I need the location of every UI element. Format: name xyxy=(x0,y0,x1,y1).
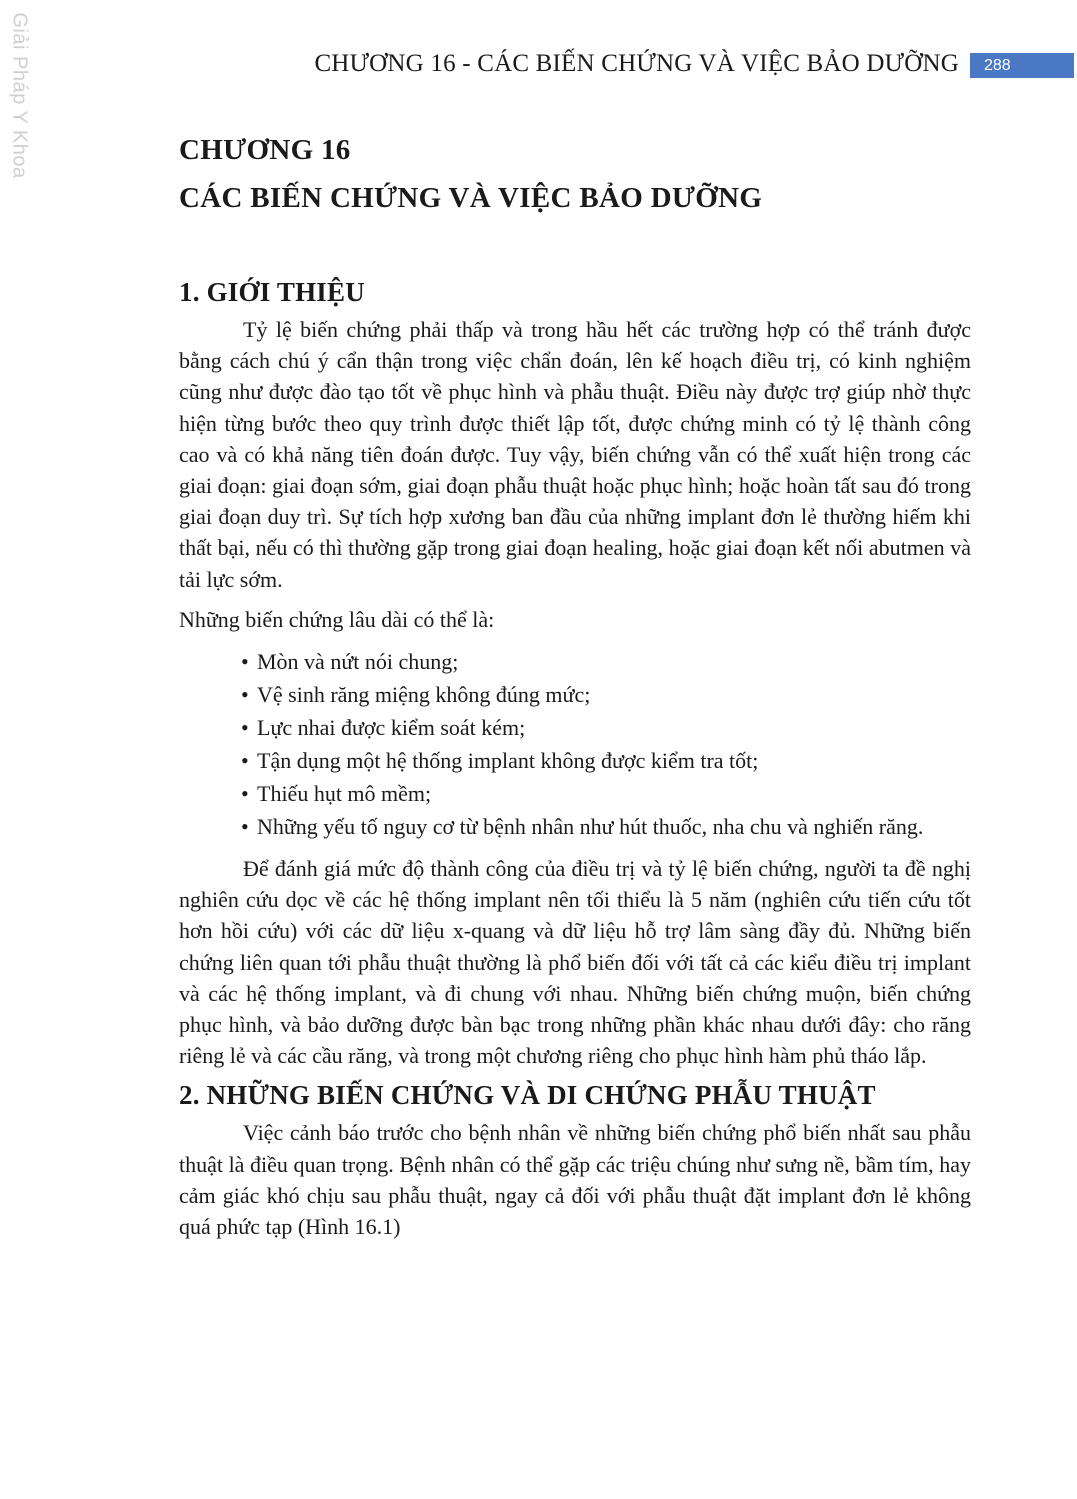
intro-paragraph: Tỷ lệ biến chứng phải thấp và trong hầu hết các trường hợp có thể tránh được bằng cách chú ý cẩn thận trong việc chẩn đoán, lên kế hoạch điều trị, có kinh nghiệm cũng như được đào tạo tốt về phục hình và phẫu thuật. Điều này được trợ giúp nhờ thực hiện từng bước theo quy trình được thiết lập tốt, được chứng minh có tỷ lệ thành công cao và có khả năng tiên đoán được. Tuy vậy, biến chứng vẫn có thể xuất hiện trong các giai đoạn: giai đoạn sớm, giai đoạn phẫu thuật hoặc phục hình; hoặc hoàn tất sau đó trong giai đoạn duy trì. Sự tích hợp xương ban đầu của những implant đơn lẻ thường hiếm khi thất bại, nếu có thì thường gặp trong giai đoạn healing, hoặc giai đoạn kết nối abutmen và tải lực sớm. xyxy=(179,317,971,592)
list-item: • Những yếu tố nguy cơ từ bệnh nhân như hút thuốc, nha chu và nghiến răng. xyxy=(243,810,971,843)
bullet-icon: • xyxy=(241,649,249,675)
bullet-icon: • xyxy=(241,682,249,708)
running-header xyxy=(0,48,1077,82)
bullet-icon: • xyxy=(241,715,249,741)
list-item: • Tận dụng một hệ thống implant không được kiểm tra tốt; xyxy=(243,744,971,777)
surgical-warning-paragraph: Việc cảnh báo trước cho bệnh nhân về những biến chứng phổ biến nhất sau phẫu thuật là điều quan trọng. Bệnh nhân có thể gặp các triệu chúng như sưng nề, bầm tím, hay cảm giác khó chịu sau phẫu thuật, ngay cả đối với phẫu thuật đặt implant đơn lẻ không quá phức tạp (Hình 16.1) xyxy=(179,1120,971,1240)
running-header-title: CHƯƠNG 16 - CÁC BIẾN CHỨNG VÀ VIỆC BẢO DƯỠNG xyxy=(314,50,959,77)
bullet-icon: • xyxy=(241,748,249,774)
page-content xyxy=(179,126,971,1242)
vertical-watermark xyxy=(4,10,34,180)
bullet-icon: • xyxy=(241,814,249,840)
list-item: • Thiếu hụt mô mềm; xyxy=(243,777,971,810)
evaluation-paragraph: Để đánh giá mức độ thành công của điều trị và tỷ lệ biến chứng, người ta đề nghị nghiên cứu dọc về các hệ thống implant nên tối thiểu là 5 năm (nghiên cứu tiến cứu tốt hơn hồi cứu) với các dữ liệu x-quang và dữ liệu hỗ trợ lâm sàng đầy đủ. Những biến chứng liên quan tới phẫu thuật thường là phổ biến đối với tất cả các kiểu điều trị implant và các hệ thống implant, và đi chung với nhau. Những biến chứng muộn, biến chứng phục hình, và bảo dưỡng được bàn bạc trong những phần khác nhau dưới đây: cho răng riêng lẻ và các cầu răng, và trong một chương riêng cho phục hình hàm phủ tháo lắp. xyxy=(179,856,971,1069)
bullet-icon: • xyxy=(241,781,249,807)
complications-list xyxy=(179,645,971,843)
list-item: • Mòn và nứt nói chung; xyxy=(243,645,971,678)
page-number-badge: 288 xyxy=(970,53,1074,78)
list-item: • Lực nhai được kiểm soát kém; xyxy=(243,711,971,744)
chapter-title: CÁC BIẾN CHỨNG VÀ VIỆC BẢO DƯỠNG xyxy=(179,182,763,214)
watermark-text: Giải Pháp Y Khoa xyxy=(8,11,31,179)
section-heading-introduction: 1. GIỚI THIỆU xyxy=(179,277,365,307)
chapter-number: CHƯƠNG 16 xyxy=(179,134,351,166)
list-item: • Vệ sinh răng miệng không đúng mức; xyxy=(243,678,971,711)
long-term-complications-intro: Những biến chứng lâu dài có thể là: xyxy=(179,606,495,632)
section-heading-surgical-complications: 2. NHỮNG BIẾN CHỨNG VÀ DI CHỨNG PHẪU THUẬT xyxy=(179,1080,876,1111)
